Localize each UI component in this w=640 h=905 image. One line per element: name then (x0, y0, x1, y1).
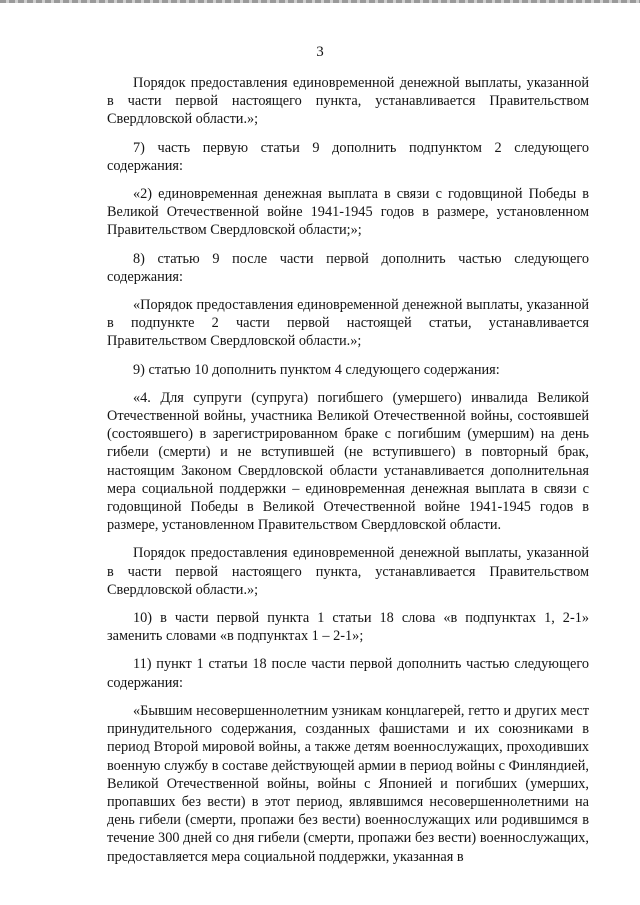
paragraph-10: 11) пункт 1 статьи 18 после части первой дополнить частью следующего содержания: (107, 656, 589, 691)
paragraph-1: Порядок предоставления единовременной денежной выплаты, указанной в части первой настоящего пункта, устанавливается Правительством Свердловской области.»; (107, 75, 589, 128)
paragraph-6: 9) статью 10 дополнить пунктом 4 следующего содержания: (133, 361, 500, 378)
paragraph-2: 7) часть первую статьи 9 дополнить подпунктом 2 следующего содержания: (107, 139, 589, 174)
paragraph-8: Порядок предоставления единовременной денежной выплаты, указанной в части первой настоящего пункта, устанавливается Правительством Свердловской области.»; (107, 545, 589, 598)
paragraph-5: «Порядок предоставления единовременной денежной выплаты, указанной в подпункте 2 части первой настоящей статьи, устанавливается Правительством Свердловской области.»; (107, 297, 589, 350)
page-top-border (0, 0, 640, 3)
paragraph-7: «4. Для супруги (супруга) погибшего (умершего) инвалида Великой Отечественной войны, участника Великой Отечественной войны, состоявшей (состоявшего) в зарегистрированном браке с погибшим (умершим) на день гибели (смерти) и не вступившей (не вступившего) в повторный брак, настоящим Законом Свердловской области устанавливается дополнительная мера социальной поддержки – единовременная денежная выплата в связи с годовщиной Победы в Великой Отечественной войне 1941-1945 годов в размере, установленном Правительством Свердловской области. (107, 389, 589, 534)
page-number: 3 (316, 44, 324, 60)
paragraph-9: 10) в части первой пункта 1 статьи 18 слова «в подпунктах 1, 2-1» заменить словами «в подпунктах 1 – 2-1»; (107, 610, 589, 645)
paragraph-3: «2) единовременная денежная выплата в связи с годовщиной Победы в Великой Отечественной войне 1941-1945 годов в размере, установленном Правительством Свердловской области;»; (107, 186, 589, 239)
document-body (107, 74, 589, 876)
paragraph-11: «Бывшим несовершеннолетним узникам концлагерей, гетто и других мест принудительного содержания, созданных фашистами и их союзниками в период Второй мировой войны, а также детям военнослужащих, проходивших военную службу в составе действующей армии в период войны с Финляндией, Великой Отечественной войны, войны с Японией и погибших (умерших, пропавших без вести) в этот период, являвшимся несовершеннолетними на день гибели (смерти, пропажи без вести) военнослужащих или родившимся в течение 300 дней со дня гибели (смерти, пропажи без вести) военнослужащих, предоставляется мера социальной поддержки, указанная в (107, 702, 589, 865)
paragraph-4: 8) статью 9 после части первой дополнить частью следующего содержания: (107, 250, 589, 285)
